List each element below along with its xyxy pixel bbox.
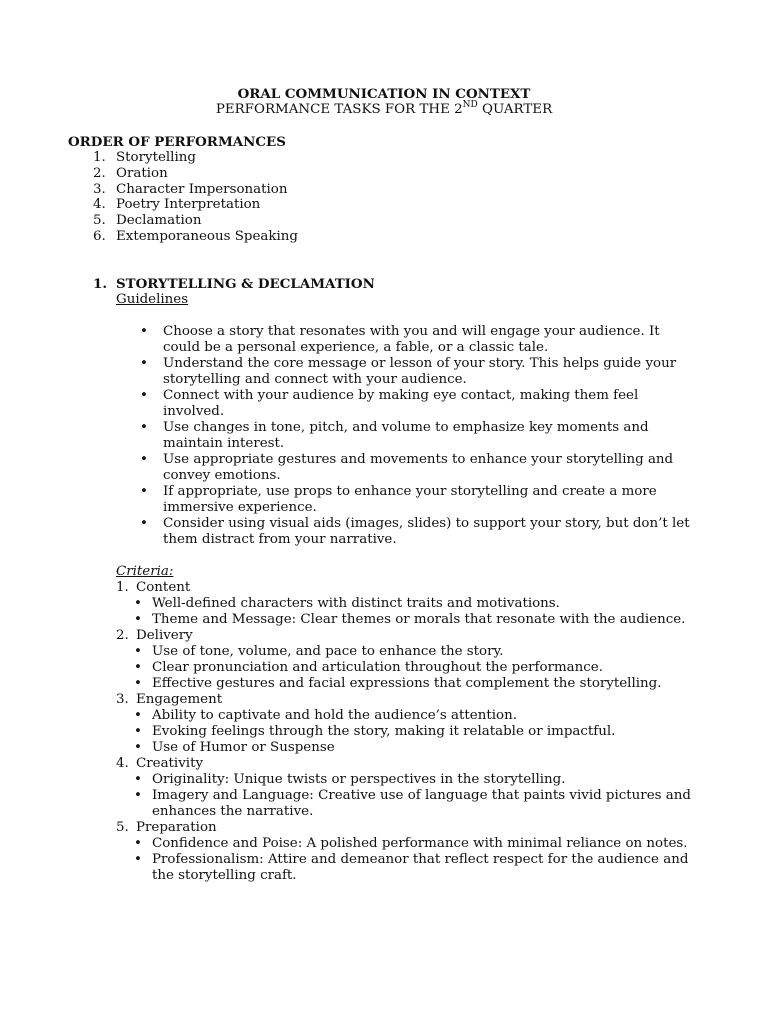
subtitle-superscript: ND (462, 99, 478, 110)
criterion-item: • Ability to captivate and hold the audience’s attention. (116, 708, 706, 724)
order-item (93, 229, 298, 245)
guidelines-label: Guidelines (116, 292, 189, 307)
criterion (116, 580, 706, 628)
guidelines-list (140, 324, 700, 548)
criterion-number: 4. (116, 756, 129, 771)
criterion-item: • Effective gestures and facial expressions that complement the storytelling. (116, 676, 706, 692)
criterion (116, 756, 706, 820)
order-item-label: Oration (116, 165, 168, 181)
order-item (93, 150, 298, 166)
criterion-items (116, 708, 706, 756)
guideline-item: • Connect with your audience by making eye contact, making them feel involved. (140, 388, 700, 420)
criterion-item: • Imagery and Language: Creative use of language that paints vivid pictures and enhances the narrative. (116, 788, 706, 820)
criterion-title (116, 628, 706, 644)
section-title: STORYTELLING & DECLAMATION (116, 276, 375, 292)
criterion-item: • Theme and Message: Clear themes or morals that resonate with the audience. (116, 612, 706, 628)
criteria-label: Criteria: (116, 564, 174, 579)
criterion (116, 628, 706, 692)
criterion-number: 2. (116, 628, 129, 643)
criterion-item: • Clear pronunciation and articulation throughout the performance. (116, 660, 706, 676)
order-item-label: Extemporaneous Speaking (116, 228, 298, 244)
criterion (116, 820, 706, 884)
order-item-label: Character Impersonation (116, 181, 288, 197)
criterion-label: Creativity (136, 756, 204, 771)
order-item-label: Declamation (116, 213, 202, 229)
criterion (116, 692, 706, 756)
order-list (93, 150, 298, 245)
criterion-label: Engagement (136, 692, 223, 707)
criterion-item: • Use of Humor or Suspense (116, 740, 706, 756)
criterion-title (116, 692, 706, 708)
criterion-items (116, 836, 706, 884)
criterion-label: Delivery (136, 628, 193, 643)
section-heading (93, 276, 375, 292)
document-title: ORAL COMMUNICATION IN CONTEXT (237, 86, 531, 102)
order-item (93, 213, 298, 229)
criterion-items (116, 644, 706, 692)
criterion-title (116, 580, 706, 596)
criterion-title (116, 756, 706, 772)
guideline-item: • Choose a story that resonates with you and will engage your audience. It could be a personal experience, a fable, or a classic tale. (140, 324, 700, 356)
criterion-label: Preparation (136, 820, 217, 835)
order-item-number: 1. (93, 150, 106, 165)
order-item-label: Poetry Interpretation (116, 197, 261, 213)
criterion-title (116, 820, 706, 836)
subtitle-suffix: QUARTER (477, 102, 553, 117)
guideline-item: • Understand the core message or lesson of your story. This helps guide your storytelling and connect with your audience. (140, 356, 700, 388)
order-item-number: 6. (93, 228, 106, 244)
criteria-list (116, 580, 706, 884)
order-item (93, 182, 298, 198)
criterion-number: 1. (116, 580, 129, 595)
criterion-label: Content (136, 580, 191, 595)
criterion-items (116, 772, 706, 820)
order-item-number: 3. (93, 181, 106, 197)
guideline-item: • If appropriate, use props to enhance your storytelling and create a more immersive experience. (140, 484, 700, 516)
criterion-item: • Evoking feelings through the story, making it relatable or impactful. (116, 724, 706, 740)
order-item (93, 166, 298, 182)
criterion-item: • Well-defined characters with distinct traits and motivations. (116, 596, 706, 612)
guideline-item: • Use changes in tone, pitch, and volume to emphasize key moments and maintain interest. (140, 420, 700, 452)
criterion-item: • Originality: Unique twists or perspectives in the storytelling. (116, 772, 706, 788)
subtitle-prefix: PERFORMANCE TASKS FOR THE 2 (215, 102, 463, 117)
order-item-number: 4. (93, 197, 106, 213)
order-item-number: 5. (93, 213, 106, 229)
order-item-number: 2. (93, 165, 106, 181)
criterion-item: • Professionalism: Attire and demeanor that reflect respect for the audience and the storytelling craft. (116, 852, 706, 884)
criterion-item: • Confidence and Poise: A polished performance with minimal reliance on notes. (116, 836, 706, 852)
document-subtitle (0, 99, 768, 118)
criterion-number: 5. (116, 820, 129, 835)
section-number: 1. (93, 276, 107, 292)
criterion-item: • Use of tone, volume, and pace to enhance the story. (116, 644, 706, 660)
criterion-items (116, 596, 706, 628)
order-item (93, 197, 298, 213)
guideline-item: • Consider using visual aids (images, slides) to support your story, but don’t let them distract from your narrative. (140, 516, 700, 548)
order-heading: ORDER OF PERFORMANCES (68, 134, 286, 150)
criterion-number: 3. (116, 692, 129, 707)
order-item-label: Storytelling (116, 150, 196, 165)
guideline-item: • Use appropriate gestures and movements to enhance your storytelling and convey emotions. (140, 452, 700, 484)
